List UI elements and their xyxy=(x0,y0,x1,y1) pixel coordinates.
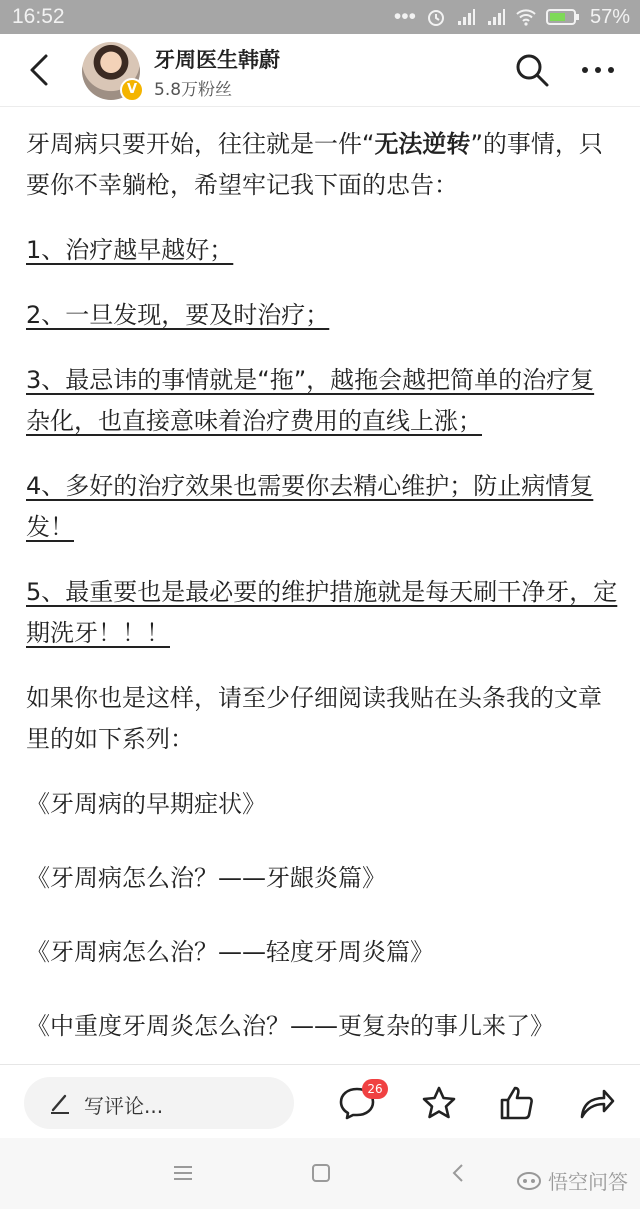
series-link-1: 《牙周病的早期症状》 xyxy=(26,790,266,818)
nav-back-icon[interactable] xyxy=(446,1160,472,1186)
thumbs-up-icon[interactable] xyxy=(498,1085,536,1121)
intro-paragraph: 牙周病只要开始，往往就是一件“无法逆转”的事情，只要你不幸躺枪，希望牢记我下面的忠告： xyxy=(26,130,603,199)
point-4: 4、多好的治疗效果也需要你去精心维护；防止病情复发！ xyxy=(26,472,594,541)
verified-badge: V xyxy=(120,78,144,102)
back-arrow-icon[interactable] xyxy=(24,50,56,90)
dots-icon: ••• xyxy=(393,5,416,28)
star-icon[interactable] xyxy=(420,1085,458,1121)
status-icons xyxy=(394,5,630,29)
series-link-4: 《中重度牙周炎怎么治？——更复杂的事儿来了》 xyxy=(26,1012,554,1040)
point-2: 2、一旦发现，要及时治疗； xyxy=(26,301,330,329)
watermark-text: 悟空问答 xyxy=(548,1170,628,1194)
battery-icon xyxy=(546,8,580,26)
pen-icon xyxy=(48,1091,72,1115)
point-3: 3、最忌讳的事情就是“拖”，越拖会越把简单的治疗复杂化，也直接意味着治疗费用的直线上涨； xyxy=(26,366,595,435)
series-intro: 如果你也是这样，请至少仔细阅读我贴在头条我的文章里的如下系列： xyxy=(26,684,602,753)
home-icon[interactable] xyxy=(308,1160,334,1186)
author-fans-count: 5.8万粉丝 xyxy=(154,80,233,100)
emphasis-text: 无法逆转 xyxy=(374,130,471,158)
signal-icon-2 xyxy=(486,7,506,27)
point-1: 1、治疗越早越好； xyxy=(26,236,234,264)
menu-icon[interactable] xyxy=(170,1160,196,1186)
system-nav-bar xyxy=(0,1138,640,1209)
status-bar xyxy=(0,0,640,34)
wifi-icon xyxy=(516,7,536,27)
watermark xyxy=(516,1166,628,1195)
author-avatar[interactable] xyxy=(82,42,140,100)
search-icon[interactable] xyxy=(514,52,550,88)
status-time: 16:52 xyxy=(12,5,65,28)
point-5: 5、最重要也是最必要的维护措施就是每天刷干净牙，定期洗牙！！！ xyxy=(26,578,618,647)
alarm-icon xyxy=(426,7,446,27)
comment-input[interactable] xyxy=(24,1077,294,1129)
battery-percent: 57% xyxy=(589,5,630,28)
series-link-2: 《牙周病怎么治？——牙龈炎篇》 xyxy=(26,864,386,892)
article-header xyxy=(0,34,640,107)
comment-count-badge: 26 xyxy=(362,1079,388,1099)
article-body xyxy=(26,124,618,1080)
share-icon[interactable] xyxy=(578,1085,616,1121)
series-link-3: 《牙周病怎么治？——轻度牙周炎篇》 xyxy=(26,938,434,966)
comment-placeholder: 写评论... xyxy=(84,1094,164,1118)
bottom-action-bar xyxy=(0,1064,640,1139)
author-name[interactable]: 牙周医生韩蔚 xyxy=(154,48,280,72)
signal-icon xyxy=(456,7,476,27)
more-options-icon[interactable] xyxy=(580,62,616,78)
wukong-logo-icon xyxy=(516,1170,542,1192)
